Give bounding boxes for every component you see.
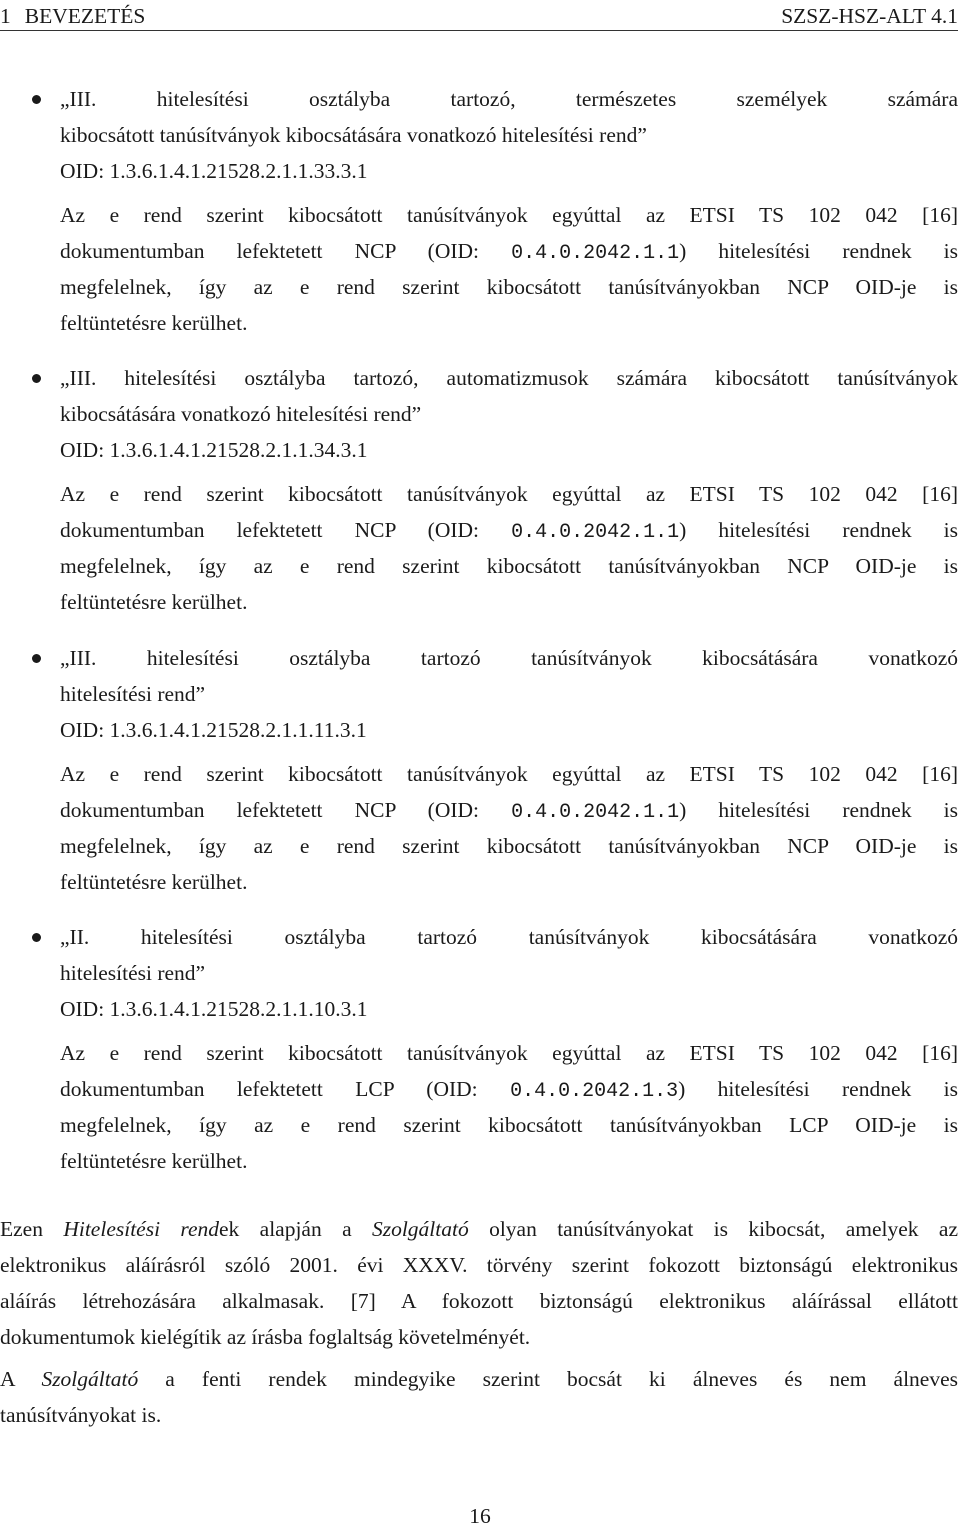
item-oid: OID: 1.3.6.1.4.1.21528.2.1.1.33.3.1 xyxy=(60,159,368,183)
item-oid: OID: 1.3.6.1.4.1.21528.2.1.1.34.3.1 xyxy=(60,438,368,462)
paragraph-line: aláírás létrehozására alkalmasak. [7] A fokozott biztonságú elektronikus aláírással ellátott xyxy=(0,1289,958,1313)
item-desc-line: feltüntetésre kerülhet. xyxy=(60,590,248,614)
item-desc-oid: 0.4.0.2042.1.3 xyxy=(510,1080,679,1103)
paragraph-line: Ezen Hitelesítési rendek alapján a Szolgáltató olyan tanúsítványokat is kibocsát, amelyek az xyxy=(0,1217,958,1241)
paragraph-line: tanúsítványokat is. xyxy=(0,1403,162,1427)
item-desc-line: dokumentumban lefektetett NCP (OID: 0.4.0.2042.1.1) hitelesítési rendnek is xyxy=(60,518,958,544)
bullet-icon xyxy=(32,933,41,942)
item-title-line: hitelesítési rend” xyxy=(60,682,206,706)
paragraph-line: dokumentumok kielégítik az írásba foglaltság követelményét. xyxy=(0,1325,531,1349)
header-section-number: 1 xyxy=(0,4,11,28)
item-desc-oid: 0.4.0.2042.1.1 xyxy=(511,521,680,544)
item-desc-line: Az e rend szerint kibocsátott tanúsítványok egyúttal az ETSI TS 102 042 [16] xyxy=(60,203,958,227)
paragraph-line: A Szolgáltató a fenti rendek mindegyike szerint bocsát ki álneves és nem álneves xyxy=(0,1367,958,1391)
item-desc-line: megfelelnek, így az e rend szerint kibocsátott tanúsítványokban NCP OID-je is xyxy=(60,554,958,578)
item-title-line: „II. hitelesítési osztályba tartozó tanúsítványok kibocsátására vonatkozó xyxy=(60,925,958,949)
item-desc-line: feltüntetésre kerülhet. xyxy=(60,870,248,894)
item-desc-line: Az e rend szerint kibocsátott tanúsítványok egyúttal az ETSI TS 102 042 [16] xyxy=(60,762,958,786)
item-desc-line: feltüntetésre kerülhet. xyxy=(60,1149,248,1173)
policy-item-1 xyxy=(60,81,958,341)
item-title-line: kibocsátására vonatkozó hitelesítési rend” xyxy=(60,402,422,426)
emphasis-term: Hitelesítési rend xyxy=(63,1217,220,1241)
emphasis-term: Szolgáltató xyxy=(41,1367,139,1391)
policy-item-2 xyxy=(60,360,958,620)
item-desc-line: megfelelnek, így az e rend szerint kibocsátott tanúsítványokban NCP OID-je is xyxy=(60,275,958,299)
body-paragraph-1 xyxy=(0,1211,958,1355)
item-desc-oid: 0.4.0.2042.1.1 xyxy=(511,242,680,265)
item-title-line: „III. hitelesítési osztályba tartozó, természetes személyek számára xyxy=(60,87,958,111)
item-desc-line: dokumentumban lefektetett LCP (OID: 0.4.0.2042.1.3) hitelesítési rendnek is xyxy=(60,1077,959,1103)
body-paragraph-2 xyxy=(0,1361,958,1433)
item-title-line: kibocsátott tanúsítványok kibocsátására vonatkozó hitelesítési rend” xyxy=(60,123,647,147)
bullet-icon xyxy=(32,374,41,383)
header-section xyxy=(0,2,145,30)
item-desc-line: dokumentumban lefektetett NCP (OID: 0.4.0.2042.1.1) hitelesítési rendnek is xyxy=(60,798,958,824)
item-desc-line: megfelelnek, így az e rend szerint kibocsátott tanúsítványokban NCP OID-je is xyxy=(60,834,958,858)
running-header xyxy=(0,2,958,31)
bullet-icon xyxy=(32,654,41,663)
policy-item-3 xyxy=(60,640,958,900)
header-doc-id: SZSZ-HSZ-ALT 4.1 xyxy=(781,4,958,28)
header-section-title: BEVEZETÉS xyxy=(24,4,146,28)
emphasis-term: Szolgáltató xyxy=(371,1217,469,1241)
item-title-line: „III. hitelesítési osztályba tartozó, automatizmusok számára kibocsátott tanúsítványok xyxy=(60,366,958,390)
item-desc-line: Az e rend szerint kibocsátott tanúsítványok egyúttal az ETSI TS 102 042 [16] xyxy=(60,1041,958,1065)
bullet-icon xyxy=(32,95,41,104)
item-title-line: hitelesítési rend” xyxy=(60,961,206,985)
item-desc-oid: 0.4.0.2042.1.1 xyxy=(511,801,680,824)
paragraph-line: elektronikus aláírásról szóló 2001. évi XXXV. törvény szerint fokozott biztonságú elektronikus xyxy=(0,1253,958,1277)
item-desc-line: dokumentumban lefektetett NCP (OID: 0.4.0.2042.1.1) hitelesítési rendnek is xyxy=(60,239,958,265)
item-desc-line: feltüntetésre kerülhet. xyxy=(60,311,248,335)
page-number: 16 xyxy=(469,1504,491,1528)
item-desc-line: megfelelnek, így az e rend szerint kibocsátott tanúsítványokban LCP OID-je is xyxy=(60,1113,958,1137)
item-oid: OID: 1.3.6.1.4.1.21528.2.1.1.10.3.1 xyxy=(60,997,368,1021)
item-oid: OID: 1.3.6.1.4.1.21528.2.1.1.11.3.1 xyxy=(60,718,367,742)
item-title-line: „III. hitelesítési osztályba tartozó tanúsítványok kibocsátására vonatkozó xyxy=(60,646,958,670)
policy-item-4 xyxy=(60,919,958,1179)
item-desc-line: Az e rend szerint kibocsátott tanúsítványok egyúttal az ETSI TS 102 042 [16] xyxy=(60,482,958,506)
